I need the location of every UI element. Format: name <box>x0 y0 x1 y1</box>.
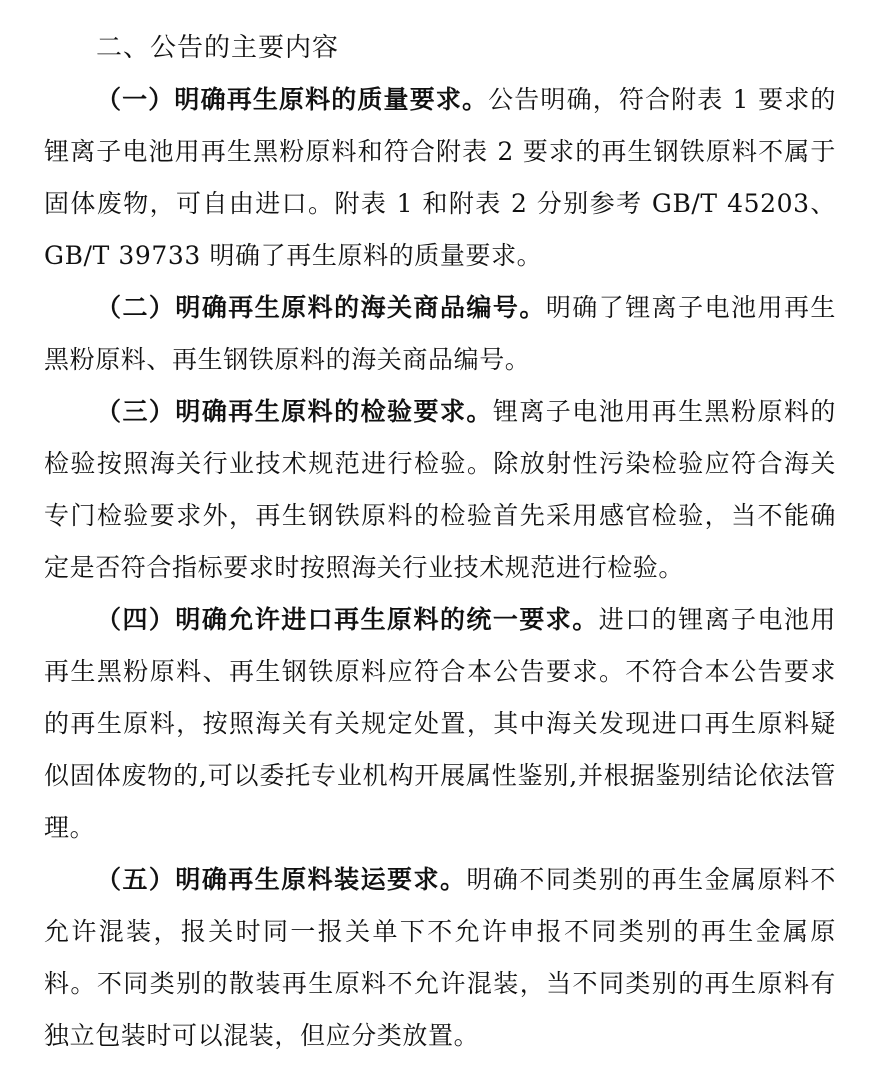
paragraph-shipping-requirements <box>44 854 836 1062</box>
paragraph-import-requirements <box>44 594 836 854</box>
document-page <box>44 22 836 1062</box>
paragraph-lead: （二）明确再生原料的海关商品编号。 <box>96 293 546 322</box>
paragraph-lead: （三）明确再生原料的检验要求。 <box>96 397 493 426</box>
paragraph-customs-codes <box>44 282 836 386</box>
paragraph-body: 进口的锂离子电池用再生黑粉原料、再生钢铁原料应符合本公告要求。不符合本公告要求的再生原料，按照海关有关规定处置，其中海关发现进口再生原料疑似固体废物的,可以委托专业机构开展属性鉴别,并根据鉴别结论依法管理。 <box>44 605 836 842</box>
paragraph-lead: （四）明确允许进口再生原料的统一要求。 <box>96 605 599 634</box>
paragraph-body: 明确了锂离子电池用再生黑粉原料、再生钢铁原料的海关商品编号。 <box>44 293 837 374</box>
paragraph-inspection-requirements <box>44 386 836 594</box>
paragraph-lead: （五）明确再生原料装运要求。 <box>96 865 467 894</box>
paragraph-body: 公告明确，符合附表 1 要求的锂离子电池用再生黑粉原料和符合附表 2 要求的再生钢铁原料不属于固体废物，可自由进口。附表 1 和附表 2 分别参考 GB/T 45203、GB/T 39733 明确了再生原料的质量要求。 <box>44 85 836 270</box>
paragraph-body: 明确不同类别的再生金属原料不允许混装，报关时同一报关单下不允许申报不同类别的再生金属原料。不同类别的散装再生原料不允许混装，当不同类别的再生原料有独立包装时可以混装，但应分类放置。 <box>44 865 837 1050</box>
paragraph-quality-requirements <box>44 74 836 282</box>
paragraph-lead: （一）明确再生原料的质量要求。 <box>96 85 489 114</box>
paragraph-body: 锂离子电池用再生黑粉原料的检验按照海关行业技术规范进行检验。除放射性污染检验应符合海关专门检验要求外，再生钢铁原料的检验首先采用感官检验，当不能确定是否符合指标要求时按照海关行业技术规范进行检验。 <box>44 397 836 582</box>
section-heading: 二、公告的主要内容 <box>96 33 340 63</box>
